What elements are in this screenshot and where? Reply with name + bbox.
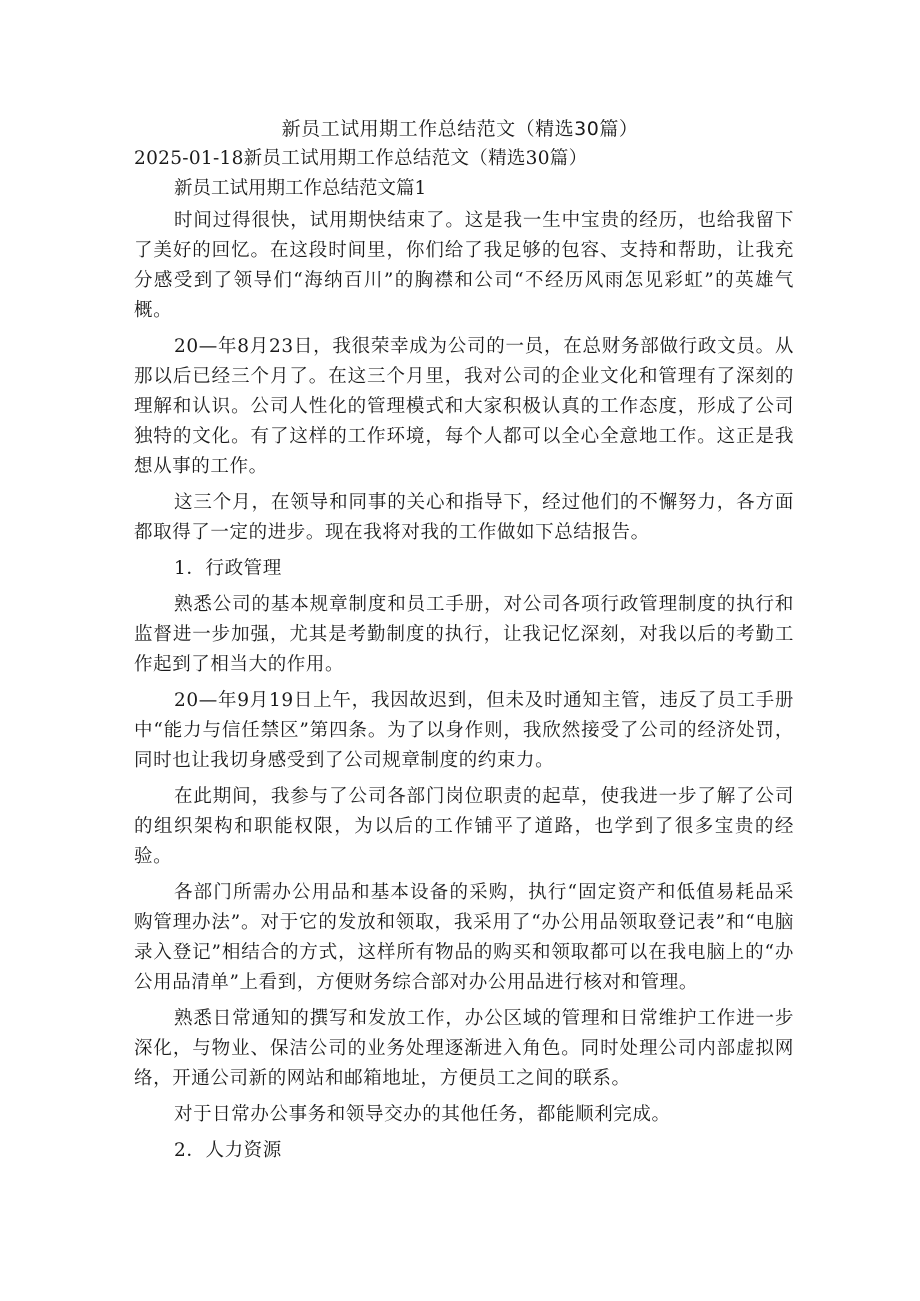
document-body <box>134 144 794 1172</box>
paragraph: 熟悉日常通知的撰写和发放工作，办公区域的管理和日常维护工作进一步深化，与物业、保洁公司的业务处理逐渐进入角色。同时处理公司内部虚拟网络，开通公司新的网站和邮箱地址，方便员工之间的联系。 <box>134 1008 794 1089</box>
paragraph: 时间过得很快，试用期快结束了。这是我一生中宝贵的经历，也给我留下了美好的回忆。在这段时间里，你们给了我足够的包容、支持和帮助，让我充分感受到了领导们“海纳百川”的胸襟和公司“不经历风雨怎见彩虹”的英雄气概。 <box>134 210 794 321</box>
meta-line: 2025-01-18新员工试用期工作总结范文（精选30篇） <box>134 148 588 169</box>
paragraph: 20—年9月19日上午，我因故迟到，但未及时通知主管，违反了员工手册中“能力与信任禁区”第四条。为了以身作则，我欣然接受了公司的经济处罚，同时也让我切身感受到了公司规章制度的约束力。 <box>134 690 794 771</box>
paragraph: 对于日常办公事务和领导交办的其他任务，都能顺利完成。 <box>174 1104 671 1125</box>
paragraph: 在此期间，我参与了公司各部门岗位职责的起草，使我进一步了解了公司的组织架构和职能权限，为以后的工作铺平了道路，也学到了很多宝贵的经验。 <box>134 786 794 867</box>
paragraph: 各部门所需办公用品和基本设备的采购，执行“固定资产和低值易耗品采购管理办法”。对于它的发放和领取，我采用了“办公用品领取登记表”和“电脑录入登记”相结合的方式，这样所有物品的购买和领取都可以在我电脑上的“办公用品清单”上看到，方便财务综合部对办公用品进行核对和管理。 <box>134 882 794 993</box>
paragraph: 熟悉公司的基本规章制度和员工手册，对公司各项行政管理制度的执行和监督进一步加强，尤其是考勤制度的执行，让我记忆深刻，对我以后的考勤工作起到了相当大的作用。 <box>134 594 794 675</box>
heading-hr: 2．人力资源 <box>174 1140 282 1161</box>
section-title: 新员工试用期工作总结范文篇1 <box>174 178 427 199</box>
paragraph: 20—年8月23日，我很荣幸成为公司的一员，在总财务部做行政文员。从那以后已经三个月了。在这三个月里，我对公司的企业文化和管理有了深刻的理解和认识。公司人性化的管理模式和大家积极认真的工作态度，形成了公司独特的文化。有了这样的工作环境，每个人都可以全心全意地工作。这正是我想从事的工作。 <box>134 336 794 477</box>
paragraph: 这三个月，在领导和同事的关心和指导下，经过他们的不懈努力，各方面都取得了一定的进步。现在我将对我的工作做如下总结报告。 <box>134 492 794 543</box>
document-title: 新员工试用期工作总结范文（精选30篇） <box>281 118 639 140</box>
heading-admin: 1．行政管理 <box>174 558 282 579</box>
